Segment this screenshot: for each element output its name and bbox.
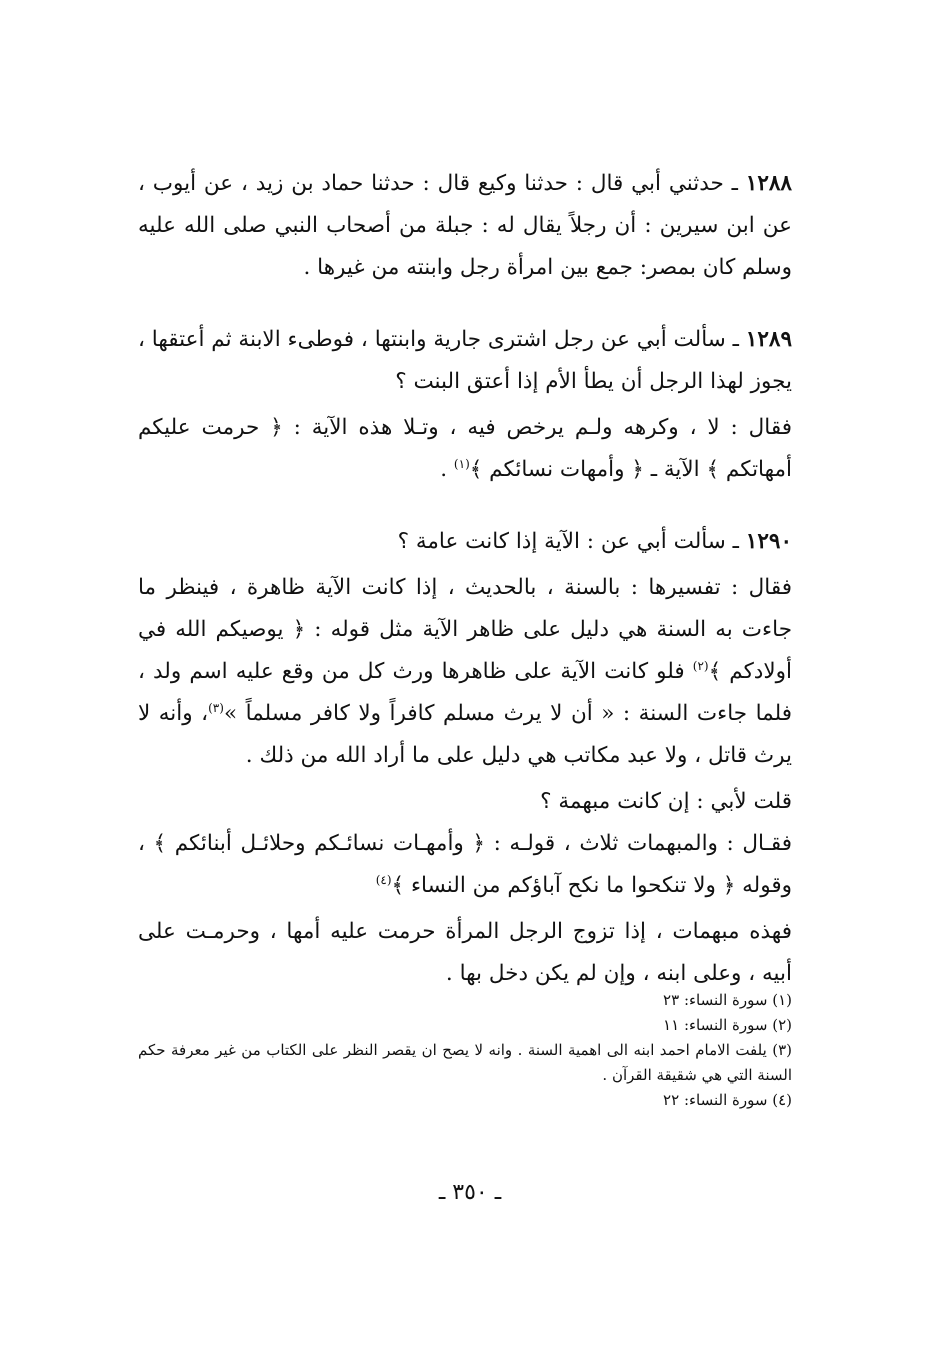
footnote-ref: (٤) (375, 872, 392, 887)
answer-text: ، وأنه لا يرث قاتل ، ولا عبد مكاتب هي دليل على ما أراد الله من ذلك . (138, 701, 792, 768)
entry-number: ١٢٩٠ (745, 529, 792, 554)
main-text (138, 163, 792, 995)
answer-text: فقال : لا ، وكرهه ولـم يرخص فيه ، وتـلا هذه الآية : ﴿ حرمت عليكم أمهاتكم ﴾ الآية ـ ﴿ وأمهات نسائكم ﴾ (138, 415, 792, 482)
footnote-3: (٣) يلفت الامام احمد ابنه الى اهمية السنة . وانه لا يصح ان يقصر النظر على الكتاب من غير معرفة حكم السنة التي هي شقيقة القرآن . (138, 1041, 792, 1084)
answer-text: فقـال : والمبهمات ثلاث ، قولـه : ﴿ وأمهـات نسائـكم وحلائـل أبنائكم ﴾ ، وقوله ﴿ ولا تنكحوا ما نكح آباؤكم من النساء ﴾ (138, 831, 792, 898)
answer-text: فقال : تفسيرها : بالسنة ، بالحديث ، إذا كانت الآية ظاهرة ، فينظر ما جاءت به السنة هي دليل على ظاهر الآية مثل قوله : ﴿ يوصيكم الله في أولادكم ﴾ (138, 575, 792, 684)
footnote-ref: (٣) (208, 700, 224, 715)
footnote-2: (٢) سورة النساء: ١١ (663, 1016, 792, 1034)
answer-text: فهذه مبهمات ، إذا تزوج الرجل المرأة حرمت عليه أمها ، وحرمـت على أبيه ، وعلى ابنه ، وإن لم يكن دخل بها . (138, 919, 792, 986)
entry-1289 (138, 319, 792, 403)
conclusion-text (138, 911, 792, 995)
question-text (138, 781, 792, 823)
entry-1289-answer (138, 407, 792, 491)
footnote-ref: (١) (453, 456, 470, 471)
entry-number: ١٢٨٨ (745, 171, 792, 196)
entry-number: ١٢٨٩ (745, 327, 792, 352)
footnote-4: (٤) سورة النساء: ٢٢ (663, 1091, 792, 1109)
entry-1288 (138, 163, 792, 289)
entry-1290-answer (138, 567, 792, 777)
mubhamat-text (138, 823, 792, 907)
question-line: قلت لأبي : إن كانت مبهمة ؟ (540, 789, 792, 814)
page-number: ـ ٣٥٠ ـ (438, 1180, 502, 1205)
footnotes (138, 988, 792, 1113)
entry-text: ـ حدثني أبي قال : حدثنا وكيع قال : حدثنا حماد بن زيد ، عن أيوب ، عن ابن سيرين : أن رجلاً يقال له : جبلة من أصحاب النبي صلى الله عليه وسلم كان بمصر: جمع بين امرأة رجل وابنته من غيرها . (138, 171, 792, 280)
answer-text: فلو كانت الآية على ظاهرها ورث كل من وقع عليه اسم ولد ، فلما جاءت السنة : « أن لا يرث مسلم كافراً ولا كافر مسلماً » (138, 659, 792, 726)
footnote-1: (١) سورة النساء: ٢٣ (663, 991, 792, 1009)
entry-text: ـ سألت أبي عن : الآية إذا كانت عامة ؟ (397, 529, 739, 554)
footnote-ref: (٢) (692, 658, 709, 673)
entry-text: ـ سألت أبي عن رجل اشترى جارية وابنتها ، فوطىء الابنة ثم أعتقها ، يجوز لهذا الرجل أن يطأ الأم إذا أعتق البنت ؟ (138, 327, 792, 394)
answer-end: . (440, 457, 454, 482)
entry-1290 (138, 521, 792, 563)
